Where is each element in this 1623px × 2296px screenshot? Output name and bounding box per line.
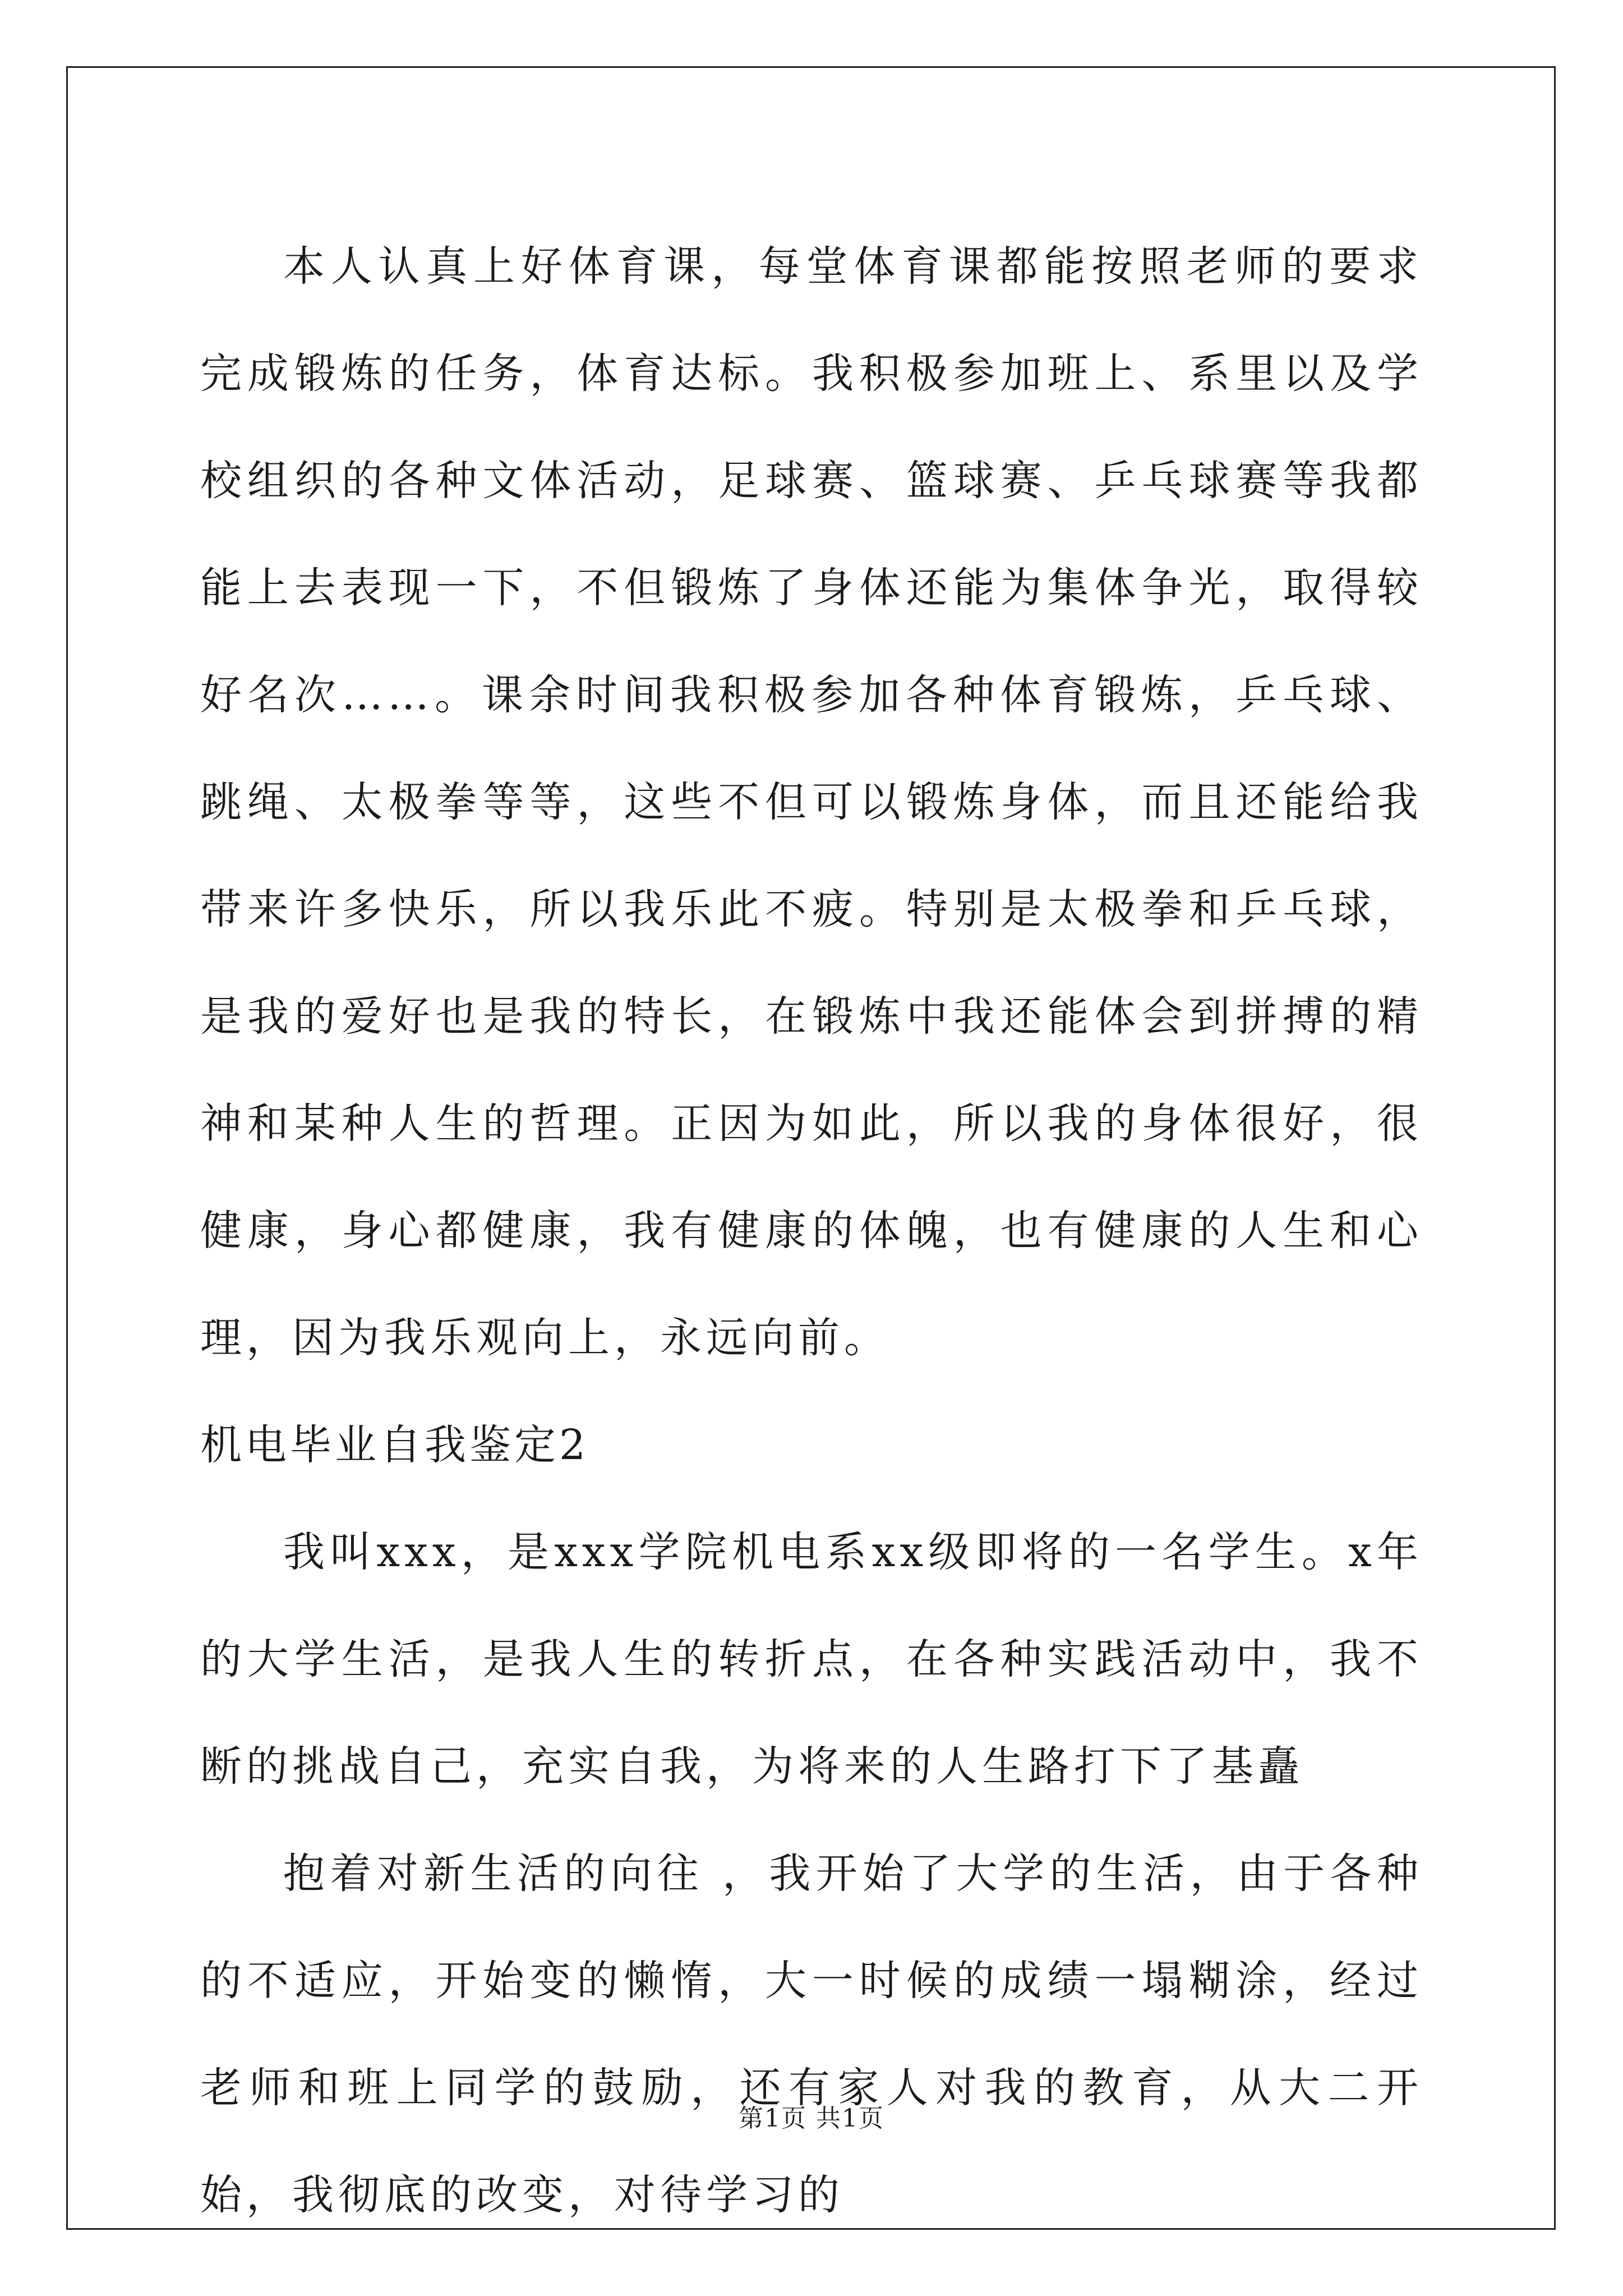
paragraph-sports: 本人认真上好体育课，每堂体育课都能按照老师的要求完成锻炼的任务，体育达标。我积极参加班上、系里以及学校组织的各种文体活动，足球赛、篮球赛、乒乓球赛等我都能上去表现一下，不但锻炼了身体还能为集体争光，取得较好名次……。课余时间我积极参加各种体育锻炼，乒乓球、跳绳、太极拳等等，这些不但可以锻炼身体，而且还能给我带来许多快乐，所以我乐此不疲。特别是太极拳和乒乓球，是我的爱好也是我的特长，在锻炼中我还能体会到拼搏的精神和某种人生的哲理。正因为如此，所以我的身体很好，很健康，身心都健康，我有健康的体魄，也有健康的人生和心理，因为我乐观向上，永远向前。 xyxy=(200,242,1423,1362)
page-footer: 第1页 共1页 xyxy=(739,2104,884,2133)
paragraph-intro: 我叫xxx，是xxx学院机电系xx级即将的一名学生。x年的大学生活，是我人生的转折点，在各种实践活动中，我不断的挑战自己，充实自我，为将来的人生路打下了基矗 xyxy=(200,1528,1423,1791)
document-body xyxy=(200,213,1423,2249)
paragraph-college-life: 抱着对新生活的向往 ，我开始了大学的生活，由于各种的不适应，开始变的懒惰，大一时候的成绩一塌糊涂，经过老师和班上同学的鼓励，还有家人对我的教育，从大二开始，我彻底的改变，对待学习的 xyxy=(200,1849,1423,2219)
section-heading: 机电毕业自我鉴定2 xyxy=(200,1421,589,1469)
